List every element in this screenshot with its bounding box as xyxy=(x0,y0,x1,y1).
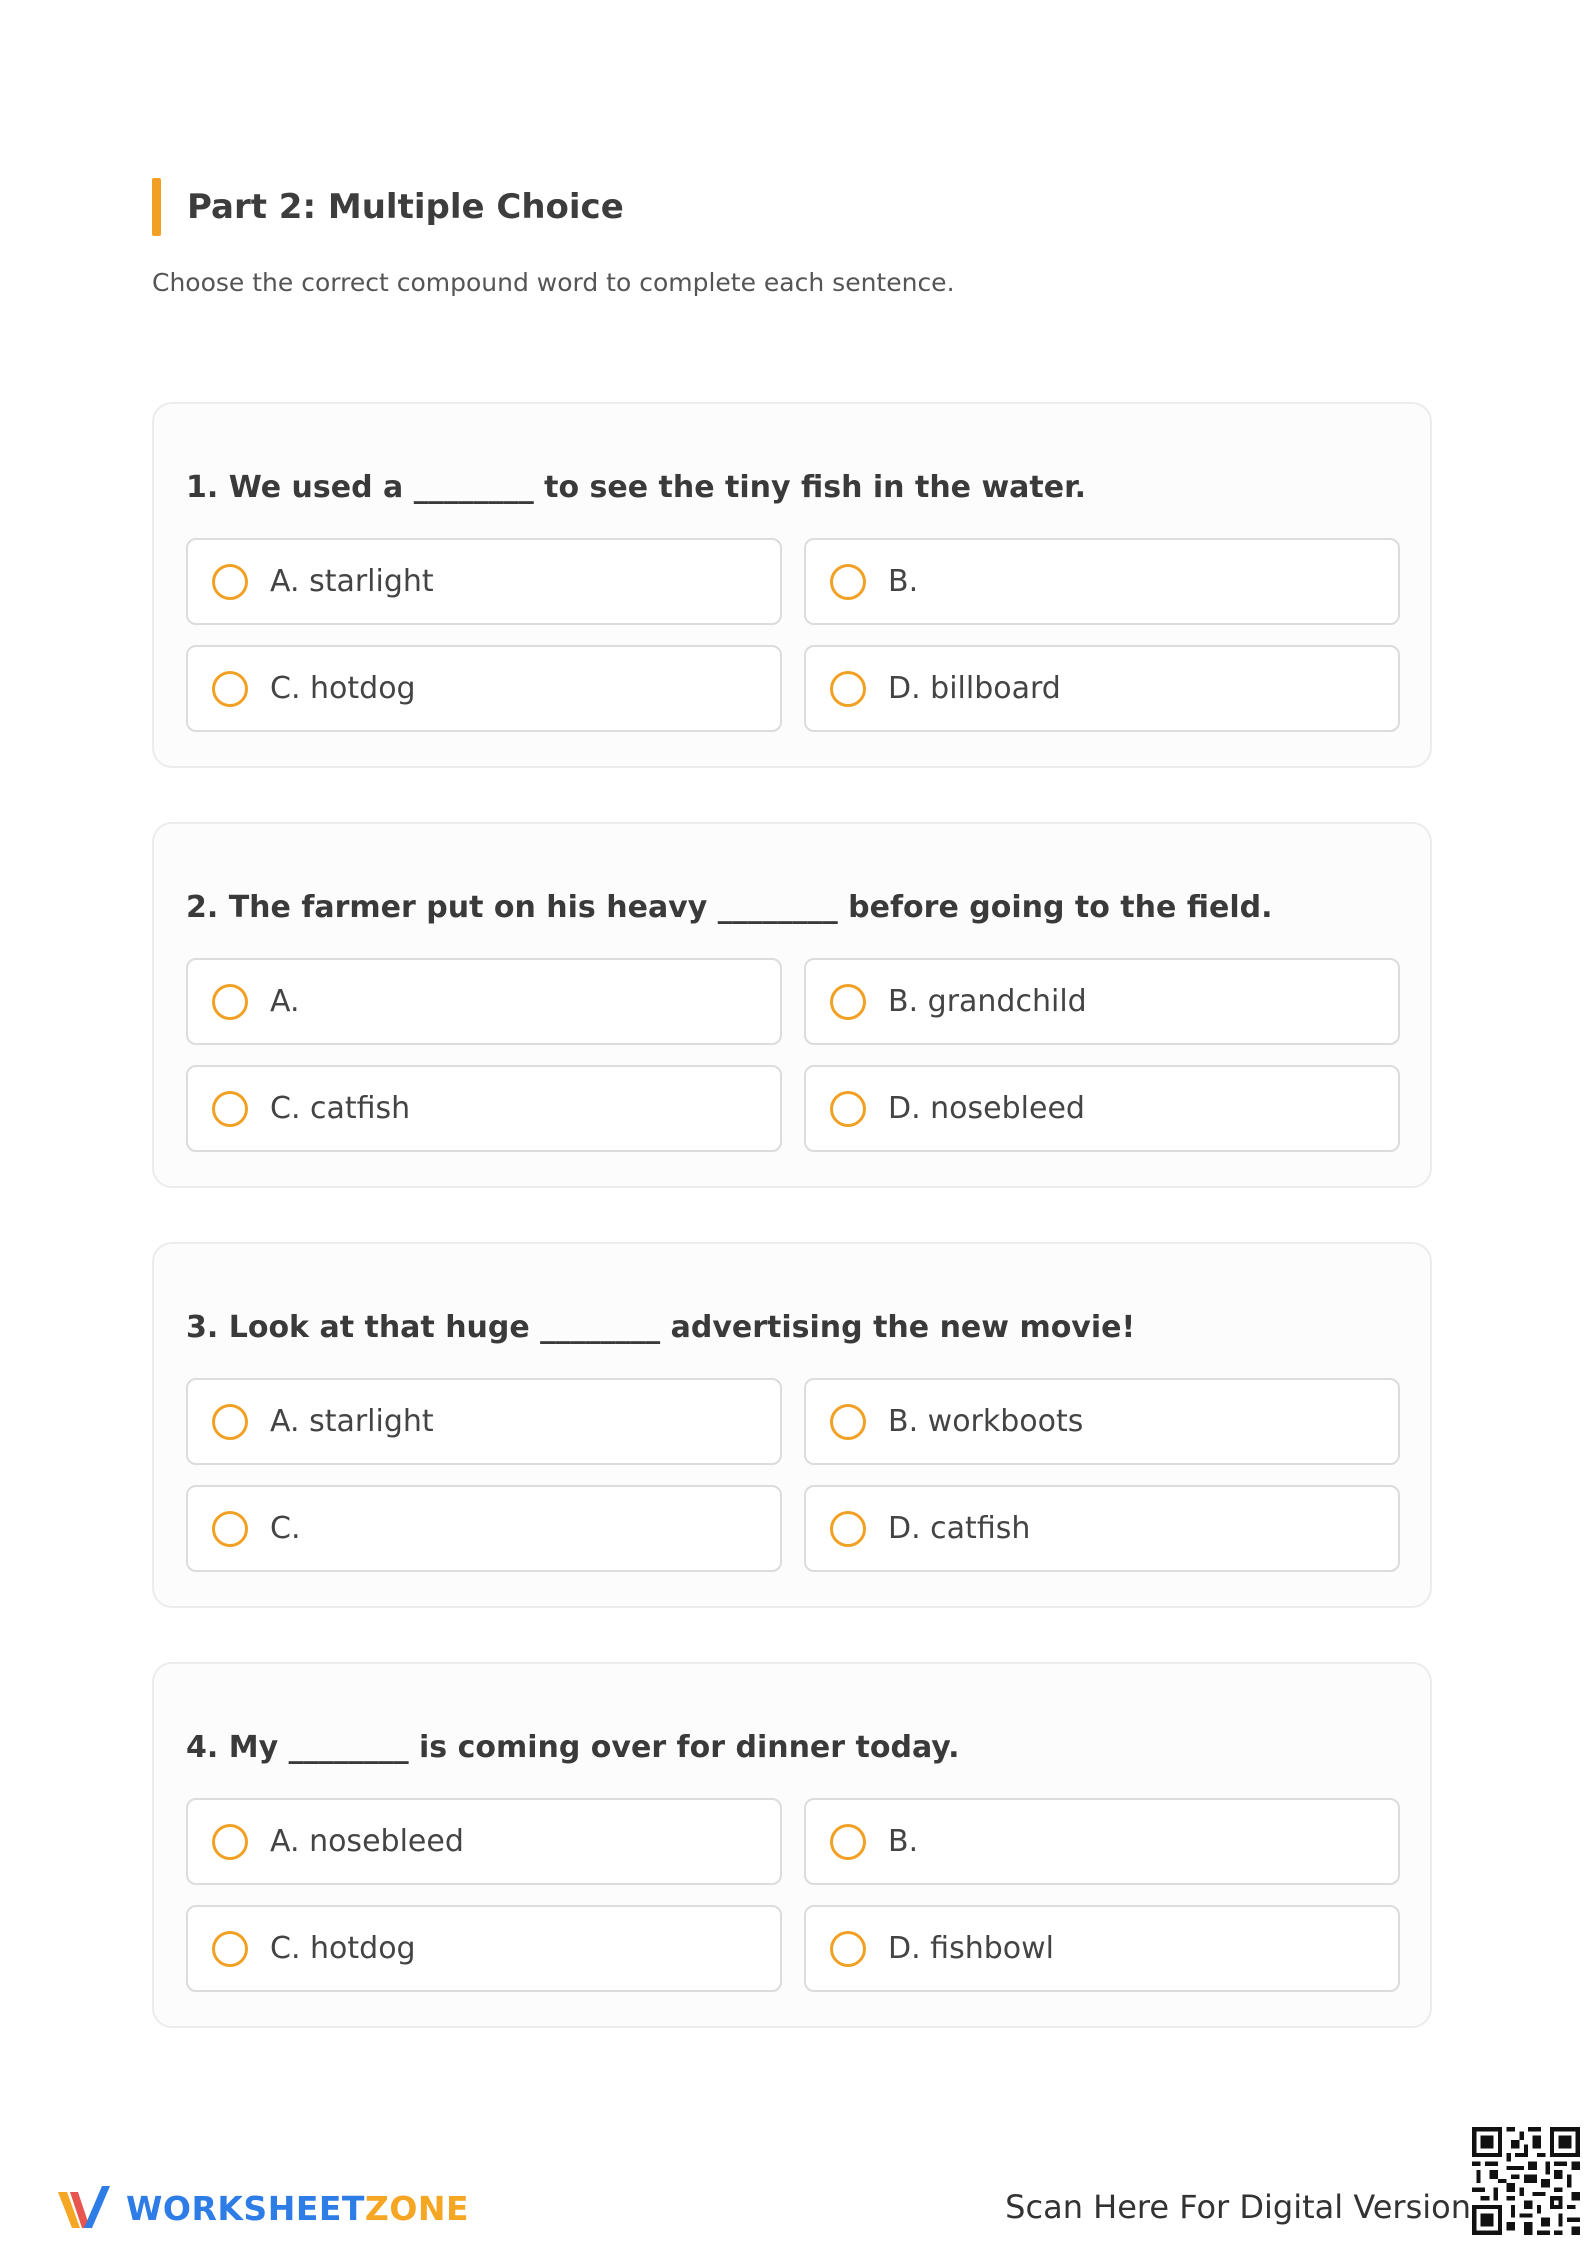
option-a[interactable] xyxy=(186,1798,782,1885)
question-card-2 xyxy=(152,822,1432,1188)
option-label: A. starlight xyxy=(270,1404,434,1439)
options-grid xyxy=(186,538,1400,732)
option-a[interactable] xyxy=(186,1378,782,1465)
option-label: A. nosebleed xyxy=(270,1824,464,1859)
radio-circle-icon[interactable] xyxy=(212,1091,248,1127)
radio-circle-icon[interactable] xyxy=(212,564,248,600)
section-header xyxy=(152,178,624,236)
radio-circle-icon[interactable] xyxy=(830,984,866,1020)
option-label: C. hotdog xyxy=(270,671,416,706)
option-d[interactable] xyxy=(804,1065,1400,1152)
option-label: D. billboard xyxy=(888,671,1061,706)
accent-bar xyxy=(152,178,161,236)
section-title: Part 2: Multiple Choice xyxy=(187,187,624,227)
option-label: A. xyxy=(270,984,300,1019)
radio-circle-icon[interactable] xyxy=(830,1824,866,1860)
option-b[interactable] xyxy=(804,1378,1400,1465)
option-label: B. xyxy=(888,1824,919,1859)
question-card-4 xyxy=(152,1662,1432,2028)
option-label: C. xyxy=(270,1511,301,1546)
instructions: Choose the correct compound word to complete each sentence. xyxy=(152,268,955,297)
option-a[interactable] xyxy=(186,958,782,1045)
option-label: B. xyxy=(888,564,919,599)
option-label: C. catfish xyxy=(270,1091,411,1126)
option-c[interactable] xyxy=(186,1905,782,1992)
radio-circle-icon[interactable] xyxy=(212,1824,248,1860)
radio-circle-icon[interactable] xyxy=(212,1931,248,1967)
logo-text-zone: ZONE xyxy=(364,2188,470,2228)
option-c[interactable] xyxy=(186,645,782,732)
radio-circle-icon[interactable] xyxy=(212,1404,248,1440)
question-text: 2. The farmer put on his heavy ________ before going to the field. xyxy=(186,890,1273,925)
options-grid xyxy=(186,1378,1400,1572)
option-d[interactable] xyxy=(804,1485,1400,1572)
radio-circle-icon[interactable] xyxy=(212,984,248,1020)
option-b[interactable] xyxy=(804,1798,1400,1885)
radio-circle-icon[interactable] xyxy=(830,1404,866,1440)
option-label: D. nosebleed xyxy=(888,1091,1085,1126)
option-label: A. starlight xyxy=(270,564,434,599)
logo-text xyxy=(126,2189,469,2228)
option-label: D. catfish xyxy=(888,1511,1031,1546)
options-grid xyxy=(186,958,1400,1152)
radio-circle-icon[interactable] xyxy=(830,1931,866,1967)
option-a[interactable] xyxy=(186,538,782,625)
options-grid xyxy=(186,1798,1400,1992)
worksheetzone-logo-icon xyxy=(54,2178,114,2238)
question-text: 4. My ________ is coming over for dinner today. xyxy=(186,1730,960,1765)
question-card-3 xyxy=(152,1242,1432,1608)
scan-text: Scan Here For Digital Version xyxy=(1005,2188,1471,2226)
radio-circle-icon[interactable] xyxy=(830,564,866,600)
question-text: 3. Look at that huge ________ advertising the new movie! xyxy=(186,1310,1136,1345)
option-label: C. hotdog xyxy=(270,1931,416,1966)
question-card-1 xyxy=(152,402,1432,768)
footer-logo xyxy=(54,2178,469,2238)
option-b[interactable] xyxy=(804,538,1400,625)
question-text: 1. We used a ________ to see the tiny fish in the water. xyxy=(186,470,1087,505)
option-c[interactable] xyxy=(186,1065,782,1152)
radio-circle-icon[interactable] xyxy=(212,671,248,707)
option-c[interactable] xyxy=(186,1485,782,1572)
option-label: B. grandchild xyxy=(888,984,1087,1019)
option-d[interactable] xyxy=(804,645,1400,732)
option-b[interactable] xyxy=(804,958,1400,1045)
option-label: B. workboots xyxy=(888,1404,1084,1439)
radio-circle-icon[interactable] xyxy=(830,671,866,707)
radio-circle-icon[interactable] xyxy=(830,1091,866,1127)
logo-text-worksheet: WORKSHEET xyxy=(126,2188,365,2228)
radio-circle-icon[interactable] xyxy=(212,1511,248,1547)
option-d[interactable] xyxy=(804,1905,1400,1992)
radio-circle-icon[interactable] xyxy=(830,1511,866,1547)
qr-code-icon[interactable] xyxy=(1472,2127,1580,2235)
option-label: D. fishbowl xyxy=(888,1931,1054,1966)
